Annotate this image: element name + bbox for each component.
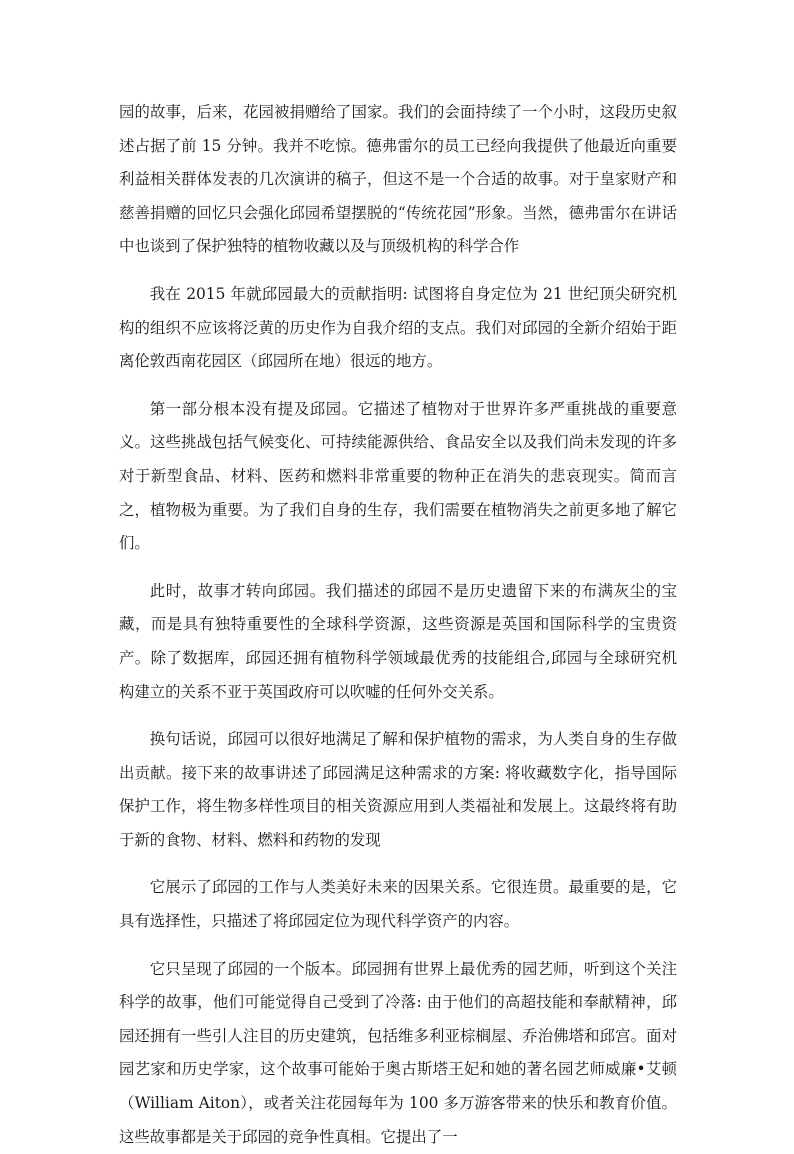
- paragraph-5: 换句话说，邱园可以很好地满足了解和保护植物的需求，为人类自身的生存做出贡献。接下来的故事讲述了邱园满足这种需求的方案: 将收藏数字化，指导国际保护工作，将生物多样性项目的相关资源应用到人类福祉和发展上。这最终将有助于新的食物、材料、燃料和药物的发现: [119, 730, 677, 849]
- document-body: [119, 96, 677, 1154]
- paragraph-continuation: 园的故事，后来，花园被捐赠给了国家。我们的会面持续了一个小时，这段历史叙述占据了前 15 分钟。我并不吃惊。德弗雷尔的员工已经向我提供了他最近向重要利益相关群体发表的几次演讲的稿子，但这不是一个合适的故事。对于皇家财产和慈善捐赠的回忆只会强化邱园希望摆脱的“传统花园”形象。当然，德弗雷尔在讲话中也谈到了保护独特的植物收藏以及与顶级机构的科学合作: [119, 103, 677, 256]
- paragraph-3: 第一部分根本没有提及邱园。它描述了植物对于世界许多严重挑战的重要意义。这些挑战包括气候变化、可持续能源供给、食品安全以及我们尚未发现的许多对于新型食品、材料、医药和燃料非常重要的物种正在消失的悲哀现实。简而言之，植物极为重要。为了我们自身的生存，我们需要在植物消失之前更多地了解它们。: [119, 399, 677, 553]
- paragraph-2: 我在 2015 年就邱园最大的贡献指明: 试图将自身定位为 21 世纪顶尖研究机构的组织不应该将泛黄的历史作为自我介绍的支点。我们对邱园的全新介绍始于距离伦敦西南花园区（邱园所在地）很远的地方。: [119, 284, 677, 371]
- paragraph-7: 它只呈现了邱园的一个版本。邱园拥有世界上最优秀的园艺师，听到这个关注科学的故事，他们可能觉得自己受到了冷落: 由于他们的高超技能和奉献精神，邱园还拥有一些引人注目的历史建筑，包括维多利亚棕榈屋、乔治佛塔和邱宫。面对园艺家和历史学家，这个故事可能始于奥古斯塔王妃和她的著名园艺师威廉•艾顿（William Aiton），或者关注花园每年为 100 多万游客带来的快乐和教育价值。这些故事都是关于邱园的竞争性真相。它提出了一: [119, 959, 677, 1146]
- paragraph-4: 此时，故事才转向邱园。我们描述的邱园不是历史遗留下来的布满灰尘的宝藏，而是具有独特重要性的全球科学资源，这些资源是英国和国际科学的宝贵资产。除了数据库，邱园还拥有植物科学领域最优秀的技能组合,邱园与全球研究机构建立的关系不亚于英国政府可以吹嘘的任何外交关系。: [119, 581, 677, 701]
- paragraph-6: 它展示了邱园的工作与人类美好未来的因果关系。它很连贯。最重要的是，它具有选择性，只描述了将邱园定位为现代科学资产的内容。: [119, 878, 677, 931]
